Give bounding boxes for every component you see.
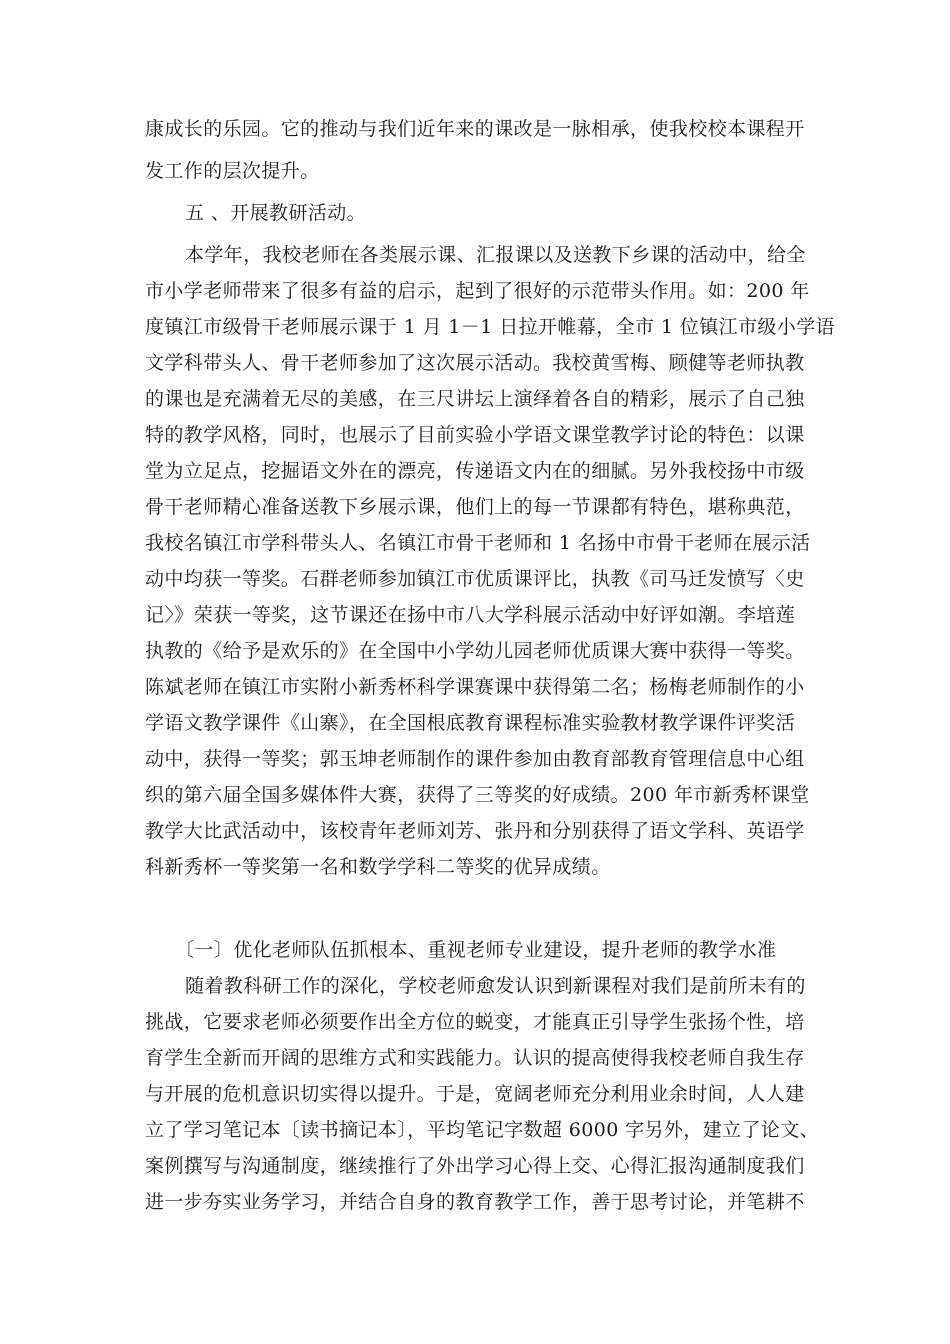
- text-line: 骨干老师精心准备送教下乡展示课，他们上的每一节课都有特色，堪称典范，: [145, 496, 805, 518]
- text-line: 陈斌老师在镇江市实附小新秀杯科学课赛课中获得第二名；杨梅老师制作的小: [145, 676, 805, 698]
- text-line: 案例撰写与沟通制度，继续推行了外出学习心得上交、心得汇报沟通制度我们: [145, 1155, 805, 1177]
- text-line: 学语文教学课件《山寨》，在全国根底教育课程标准实验教材教学课件评奖活: [145, 712, 796, 734]
- text-line: 挑战，它要求老师必须要作出全方位的蜕变，才能真正引导学生张扬个性，培: [145, 1011, 805, 1033]
- text-line: 教学大比武活动中，该校青年老师刘芳、张丹和分别获得了语文学科、英语学: [145, 820, 805, 842]
- text-line: 执教的《给予是欢乐的》在全国中小学幼儿园老师优质课大赛中获得一等奖。: [145, 640, 805, 662]
- text-line: 科新秀杯一等奖第一名和数学学科二等奖的优异成绩。: [145, 856, 611, 878]
- text-line: 发工作的层次提升。: [145, 160, 320, 182]
- text-line: 康成长的乐园。它的推动与我们近年来的课改是一脉相承，使我校校本课程开: [145, 118, 805, 140]
- text-line: 随着教科研工作的深化，学校老师愈发认识到新课程对我们是前所未有的: [185, 975, 806, 997]
- text-line: 我校名镇江市学科带头人、名镇江市骨干老师和 1 名扬中市骨干老师在展示活: [145, 532, 811, 554]
- text-line: 记〉》荣获一等奖，这节课还在扬中市八大学科展示活动中好评如潮。李培莲: [145, 604, 796, 626]
- text-line: 文学科带头人、骨干老师参加了这次展示活动。我校黄雪梅、顾健等老师执教: [145, 352, 805, 374]
- section-heading: 五 、开展教研活动。: [185, 202, 367, 224]
- text-line: 市小学老师带来了很多有益的启示，起到了很好的示范带头作用。如：200 年: [145, 280, 810, 302]
- text-line: 特的教学风格，同时，也展示了目前实验小学语文课堂教学讨论的特色：以课: [145, 424, 805, 446]
- text-line: 育学生全新而开阔的思维方式和实践能力。认识的提高使得我校老师自我生存: [145, 1047, 805, 1069]
- text-line: 织的第六届全国多媒体件大赛，获得了三等奖的好成绩。200 年市新秀杯课堂: [145, 784, 810, 806]
- text-line: 立了学习笔记本〔读书摘记本〕，平均笔记字数超 6000 字另外，建立了论文、: [145, 1119, 820, 1141]
- text-line: 与开展的危机意识切实得以提升。于是，宽阔老师充分利用业余时间，人人建: [145, 1083, 805, 1105]
- text-line: 动中，获得一等奖；郭玉坤老师制作的课件参加由教育部教育管理信息中心组: [145, 748, 805, 770]
- text-line: 堂为立足点，挖掘语文外在的漂亮，传递语文内在的细腻。另外我校扬中市级: [145, 460, 805, 482]
- subsection-heading: 〔一〕优化老师队伍抓根本、重视老师专业建设，提升老师的教学水准: [175, 939, 777, 961]
- text-line: 进一步夯实业务学习，并结合自身的教育教学工作，善于思考讨论，并笔耕不: [145, 1191, 805, 1213]
- text-line: 的课也是充满着无尽的美感，在三尺讲坛上演绎着各自的精彩，展示了自己独: [145, 388, 805, 410]
- text-line: 动中均获一等奖。石群老师参加镇江市优质课评比，执教《司马迁发愤写〈史: [145, 568, 805, 590]
- text-line: 度镇江市级骨干老师展示课于 1 月 1－1 日拉开帷幕，全市 1 位镇江市级小学语: [145, 316, 835, 338]
- text-line: 本学年，我校老师在各类展示课、汇报课以及送教下乡课的活动中，给全: [185, 244, 806, 266]
